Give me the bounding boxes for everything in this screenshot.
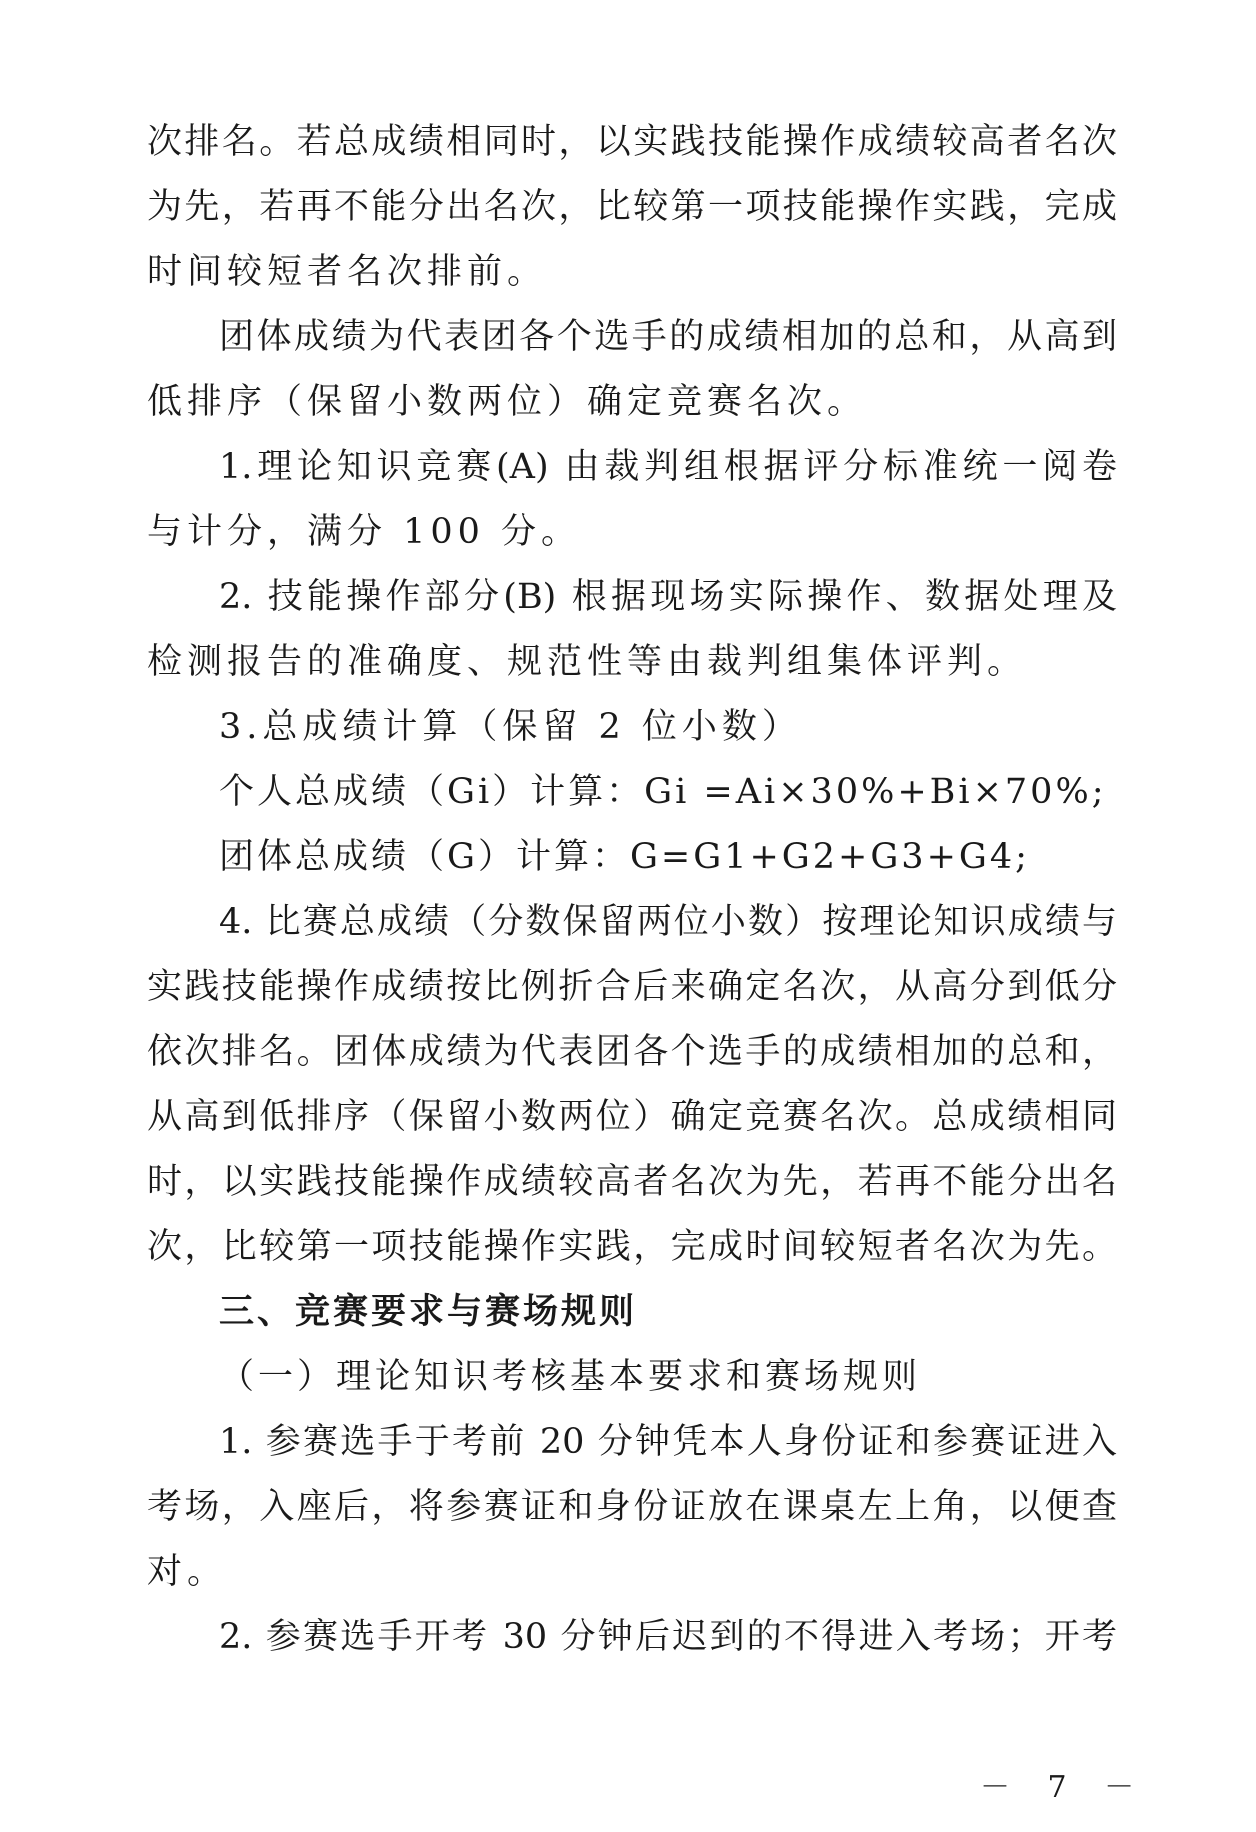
- paragraph-line: 对。: [147, 1552, 228, 1592]
- page-number: － 7 －: [980, 1770, 1149, 1805]
- formula-line: 团体总成绩（G）计算：G=G1+G2+G3+G4;: [219, 837, 1030, 877]
- paragraph-line: 为先，若再不能分出名次，比较第一项技能操作实践，完成: [147, 187, 1117, 227]
- paragraph-line: 实践技能操作成绩按比例折合后来确定名次，从高分到低分: [147, 967, 1117, 1007]
- paragraph-line: 团体成绩为代表团各个选手的成绩相加的总和，从高到: [219, 317, 1117, 357]
- list-item-line: 1. 参赛选手于考前 20 分钟凭本人身份证和参赛证进入: [219, 1422, 1117, 1462]
- paragraph-line: 时，以实践技能操作成绩较高者名次为先，若再不能分出名: [147, 1162, 1117, 1202]
- list-item-line: 与计分，满分 100 分。: [147, 512, 582, 552]
- list-item-line: 1.理论知识竞赛(A) 由裁判组根据评分标准统一阅卷: [219, 447, 1117, 487]
- paragraph-line: 次排名。若总成绩相同时，以实践技能操作成绩较高者名次: [147, 122, 1117, 162]
- paragraph-line: 低排序（保留小数两位）确定竞赛名次。: [147, 382, 868, 422]
- paragraph-line: 时间较短者名次排前。: [147, 252, 548, 292]
- paragraph-line: 从高到低排序（保留小数两位）确定竞赛名次。总成绩相同: [147, 1097, 1117, 1137]
- list-item-line: 4. 比赛总成绩（分数保留两位小数）按理论知识成绩与: [219, 902, 1117, 942]
- paragraph-line: 次，比较第一项技能操作实践，完成时间较短者名次为先。: [147, 1227, 1117, 1267]
- paragraph-line: 考场，入座后，将参赛证和身份证放在课桌左上角，以便查: [147, 1487, 1117, 1527]
- list-item-line: 2. 技能操作部分(B) 根据现场实际操作、数据处理及: [219, 577, 1117, 617]
- list-item-line: 检测报告的准确度、规范性等由裁判组集体评判。: [147, 642, 1028, 682]
- paragraph-line: 依次排名。团体成绩为代表团各个选手的成绩相加的总和，: [147, 1032, 1117, 1072]
- list-item-line: 2. 参赛选手开考 30 分钟后迟到的不得进入考场；开考: [219, 1617, 1117, 1657]
- section-heading: 三、竞赛要求与赛场规则: [219, 1292, 638, 1332]
- formula-line: 个人总成绩（Gi）计算：Gi =Ai×30%+Bi×70%;: [219, 772, 1107, 812]
- list-item-line: 3.总成绩计算（保留 2 位小数）: [219, 707, 802, 747]
- subsection-heading: （一）理论知识考核基本要求和赛场规则: [219, 1357, 922, 1397]
